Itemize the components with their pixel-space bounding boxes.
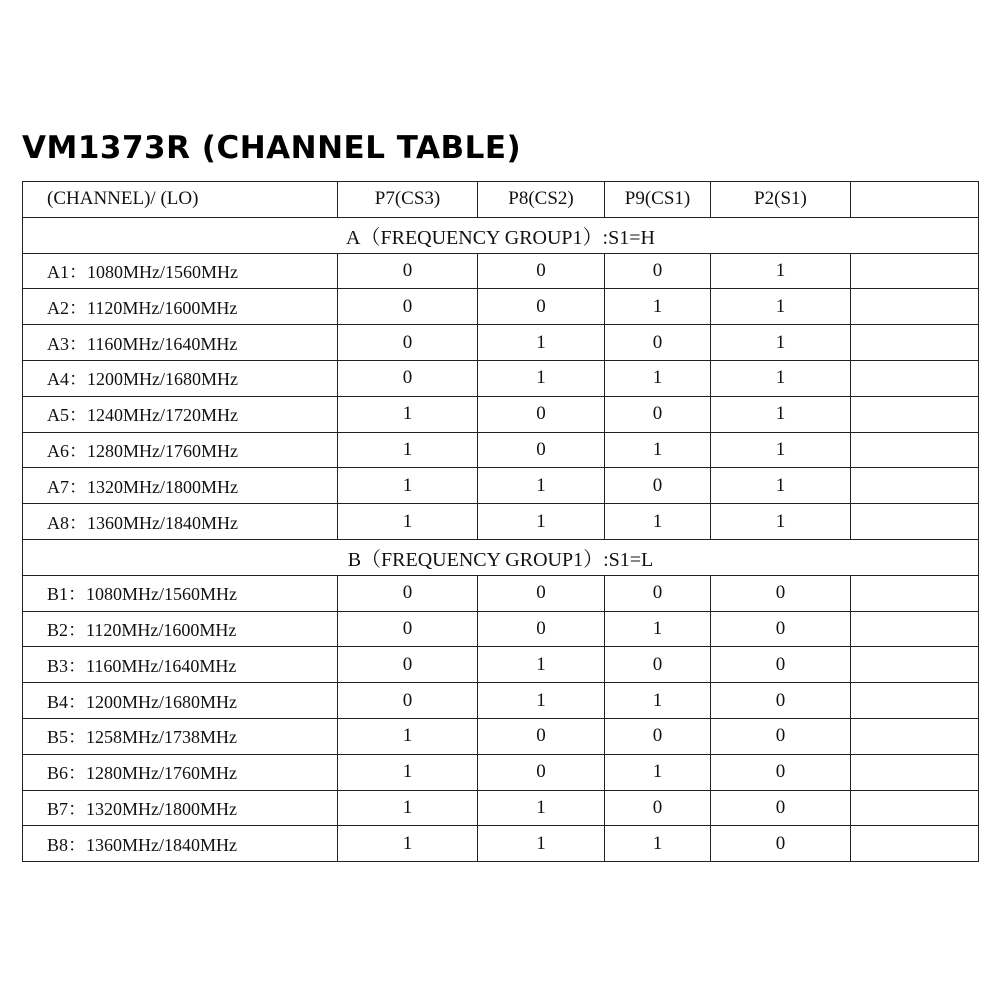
p2-cell: 1: [711, 289, 851, 325]
table-body: [23, 182, 979, 862]
p2-cell: 0: [711, 575, 851, 611]
p2-cell: 1: [711, 432, 851, 468]
group-header-row: [23, 217, 979, 253]
channel-cell: B2：1120MHz/1600MHz: [23, 611, 338, 647]
table-row: [23, 826, 979, 862]
p8-cell: 1: [478, 325, 605, 361]
table-row: [23, 575, 979, 611]
channel-cell: B6：1280MHz/1760MHz: [23, 754, 338, 790]
header-row: [23, 182, 979, 218]
header-p9-cs1: P9(CS1): [605, 182, 711, 218]
p2-cell: 0: [711, 826, 851, 862]
table-row: [23, 790, 979, 826]
table-row: [23, 360, 979, 396]
header-blank: [851, 182, 979, 218]
table-row: [23, 253, 979, 289]
channel-cell: B1：1080MHz/1560MHz: [23, 575, 338, 611]
p2-cell: 1: [711, 325, 851, 361]
group-label: A（FREQUENCY GROUP1）:S1=H: [23, 217, 979, 253]
channel-cell: B3：1160MHz/1640MHz: [23, 647, 338, 683]
p7-cell: 1: [338, 396, 478, 432]
channel-cell: A4：1200MHz/1680MHz: [23, 360, 338, 396]
p7-cell: 1: [338, 432, 478, 468]
header-p7-cs3: P7(CS3): [338, 182, 478, 218]
p8-cell: 0: [478, 289, 605, 325]
blank-cell: [851, 360, 979, 396]
p2-cell: 1: [711, 504, 851, 540]
blank-cell: [851, 647, 979, 683]
p7-cell: 1: [338, 826, 478, 862]
blank-cell: [851, 468, 979, 504]
p9-cell: 1: [605, 289, 711, 325]
p9-cell: 0: [605, 575, 711, 611]
p9-cell: 0: [605, 325, 711, 361]
p8-cell: 0: [478, 432, 605, 468]
table-row: [23, 718, 979, 754]
p8-cell: 0: [478, 718, 605, 754]
p9-cell: 1: [605, 432, 711, 468]
table-row: [23, 468, 979, 504]
channel-cell: A8：1360MHz/1840MHz: [23, 504, 338, 540]
page-title: VM1373R (CHANNEL TABLE): [22, 130, 522, 166]
blank-cell: [851, 575, 979, 611]
blank-cell: [851, 432, 979, 468]
blank-cell: [851, 325, 979, 361]
p8-cell: 1: [478, 826, 605, 862]
p7-cell: 0: [338, 325, 478, 361]
p2-cell: 0: [711, 611, 851, 647]
p7-cell: 0: [338, 611, 478, 647]
blank-cell: [851, 253, 979, 289]
p8-cell: 1: [478, 647, 605, 683]
p9-cell: 1: [605, 360, 711, 396]
blank-cell: [851, 396, 979, 432]
channel-cell: A1：1080MHz/1560MHz: [23, 253, 338, 289]
table-row: [23, 754, 979, 790]
table-row: [23, 432, 979, 468]
p9-cell: 1: [605, 826, 711, 862]
header-p8-cs2: P8(CS2): [478, 182, 605, 218]
p8-cell: 1: [478, 683, 605, 719]
p8-cell: 0: [478, 253, 605, 289]
p2-cell: 0: [711, 647, 851, 683]
p8-cell: 1: [478, 790, 605, 826]
p7-cell: 1: [338, 504, 478, 540]
p2-cell: 1: [711, 468, 851, 504]
table-row: [23, 504, 979, 540]
p7-cell: 1: [338, 718, 478, 754]
p7-cell: 1: [338, 754, 478, 790]
p7-cell: 0: [338, 360, 478, 396]
p9-cell: 0: [605, 396, 711, 432]
channel-table: [22, 181, 979, 862]
p8-cell: 0: [478, 611, 605, 647]
table-row: [23, 611, 979, 647]
blank-cell: [851, 504, 979, 540]
p9-cell: 1: [605, 683, 711, 719]
p7-cell: 0: [338, 683, 478, 719]
p2-cell: 0: [711, 718, 851, 754]
p9-cell: 0: [605, 790, 711, 826]
p9-cell: 0: [605, 253, 711, 289]
table-row: [23, 289, 979, 325]
channel-cell: B4：1200MHz/1680MHz: [23, 683, 338, 719]
blank-cell: [851, 826, 979, 862]
p8-cell: 0: [478, 396, 605, 432]
p2-cell: 1: [711, 396, 851, 432]
blank-cell: [851, 683, 979, 719]
group-label: B（FREQUENCY GROUP1）:S1=L: [23, 539, 979, 575]
header-p2-s1: P2(S1): [711, 182, 851, 218]
table-row: [23, 683, 979, 719]
channel-cell: B5：1258MHz/1738MHz: [23, 718, 338, 754]
p8-cell: 0: [478, 754, 605, 790]
p7-cell: 0: [338, 253, 478, 289]
blank-cell: [851, 611, 979, 647]
p7-cell: 1: [338, 468, 478, 504]
channel-cell: A5：1240MHz/1720MHz: [23, 396, 338, 432]
p9-cell: 1: [605, 611, 711, 647]
p2-cell: 0: [711, 790, 851, 826]
group-header-row: [23, 539, 979, 575]
p9-cell: 1: [605, 504, 711, 540]
blank-cell: [851, 790, 979, 826]
p2-cell: 1: [711, 360, 851, 396]
p9-cell: 0: [605, 647, 711, 683]
p9-cell: 0: [605, 718, 711, 754]
p9-cell: 1: [605, 754, 711, 790]
p7-cell: 0: [338, 647, 478, 683]
header-channel-lo: (CHANNEL)/ (LO): [23, 182, 338, 218]
p2-cell: 0: [711, 683, 851, 719]
p7-cell: 0: [338, 575, 478, 611]
p2-cell: 0: [711, 754, 851, 790]
p8-cell: 1: [478, 360, 605, 396]
p8-cell: 0: [478, 575, 605, 611]
p8-cell: 1: [478, 468, 605, 504]
channel-cell: B8：1360MHz/1840MHz: [23, 826, 338, 862]
channel-cell: A3：1160MHz/1640MHz: [23, 325, 338, 361]
channel-cell: A7：1320MHz/1800MHz: [23, 468, 338, 504]
blank-cell: [851, 754, 979, 790]
p7-cell: 1: [338, 790, 478, 826]
channel-cell: A6：1280MHz/1760MHz: [23, 432, 338, 468]
table-row: [23, 647, 979, 683]
table-row: [23, 325, 979, 361]
p8-cell: 1: [478, 504, 605, 540]
p2-cell: 1: [711, 253, 851, 289]
channel-cell: A2：1120MHz/1600MHz: [23, 289, 338, 325]
p7-cell: 0: [338, 289, 478, 325]
channel-cell: B7：1320MHz/1800MHz: [23, 790, 338, 826]
table-row: [23, 396, 979, 432]
blank-cell: [851, 718, 979, 754]
p9-cell: 0: [605, 468, 711, 504]
blank-cell: [851, 289, 979, 325]
